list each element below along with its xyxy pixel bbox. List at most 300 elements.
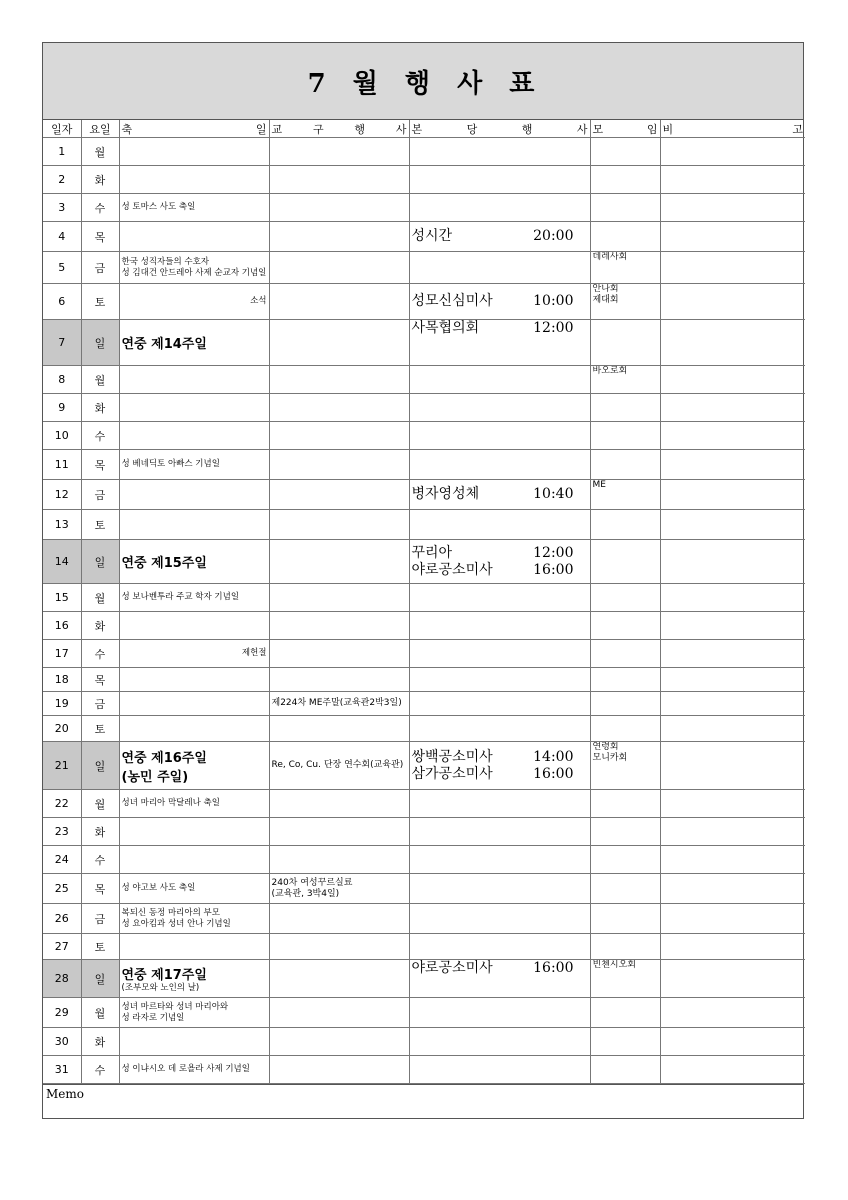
weekday-cell xyxy=(81,480,119,510)
weekday: 월 xyxy=(94,1006,106,1020)
parish-event-cell[interactable] xyxy=(269,640,409,668)
meeting-cell[interactable] xyxy=(590,194,660,222)
feast-cell[interactable] xyxy=(119,692,269,716)
remark-cell[interactable] xyxy=(660,998,805,1028)
meeting-name: 데레사회 xyxy=(592,252,628,262)
meeting-cell[interactable] xyxy=(590,252,660,284)
day-number: 18 xyxy=(54,673,69,686)
meeting-cell[interactable] xyxy=(590,138,660,166)
main-event-cell[interactable] xyxy=(409,366,590,394)
day-cell xyxy=(43,166,81,194)
weekday-cell xyxy=(81,818,119,846)
sunday-title: 연중 제15주일 xyxy=(121,556,207,571)
parish-event-cell[interactable] xyxy=(269,846,409,874)
day-number: 4 xyxy=(58,230,66,243)
remark-cell[interactable] xyxy=(660,742,805,790)
remark-cell[interactable] xyxy=(660,1056,805,1084)
main-event xyxy=(412,486,588,503)
meeting-cell[interactable] xyxy=(590,450,660,480)
weekday-cell xyxy=(81,222,119,252)
meeting-cell[interactable] xyxy=(590,846,660,874)
day-number: 2 xyxy=(58,173,66,186)
feast-cell[interactable] xyxy=(119,252,269,284)
sunday-title: 연중 제16주일 xyxy=(121,750,207,766)
main-event-cell[interactable] xyxy=(409,846,590,874)
day-cell xyxy=(43,846,81,874)
day-number: 25 xyxy=(54,882,69,895)
parish-event-cell[interactable] xyxy=(269,934,409,960)
weekday-cell xyxy=(81,166,119,194)
meeting-cell[interactable] xyxy=(590,692,660,716)
day-number: 26 xyxy=(54,912,69,925)
day-cell xyxy=(43,612,81,640)
feast-cell[interactable] xyxy=(119,284,269,320)
table-row xyxy=(43,612,805,640)
day-cell xyxy=(43,904,81,934)
meeting-cell[interactable] xyxy=(590,222,660,252)
main-event-time: 16:00 xyxy=(533,765,574,782)
header-char: 일 xyxy=(255,122,267,136)
remark-cell[interactable] xyxy=(660,668,805,692)
day-cell xyxy=(43,668,81,692)
remark-cell[interactable] xyxy=(660,692,805,716)
meeting-name: 안나회 xyxy=(592,284,619,294)
meeting-cell[interactable] xyxy=(590,480,660,510)
day-number: 23 xyxy=(54,825,69,838)
feast-line: 성 요아킴과 성녀 안나 기념일 xyxy=(121,918,231,929)
header-char: 사 xyxy=(576,122,588,136)
feast-cell[interactable] xyxy=(119,166,269,194)
remark-cell[interactable] xyxy=(660,138,805,166)
main-event-time: 16:00 xyxy=(533,960,574,976)
weekday: 화 xyxy=(94,825,106,839)
parish-event-cell[interactable] xyxy=(269,818,409,846)
day-number: 22 xyxy=(54,797,69,810)
weekday-cell xyxy=(81,960,119,998)
day-number: 19 xyxy=(54,697,69,710)
day-cell xyxy=(43,742,81,790)
meeting-cell[interactable] xyxy=(590,742,660,790)
main-event-cell[interactable] xyxy=(409,194,590,222)
main-event-name: 야로공소미사 xyxy=(411,561,493,578)
weekday-cell xyxy=(81,668,119,692)
header-char: 행 xyxy=(354,122,366,136)
main-event-cell[interactable] xyxy=(409,540,590,584)
weekday: 수 xyxy=(94,853,106,867)
main-event-cell[interactable] xyxy=(409,138,590,166)
feast-line: 성녀 마르타와 성녀 마리아와 xyxy=(121,1001,229,1012)
day-cell xyxy=(43,692,81,716)
meeting-cell[interactable] xyxy=(590,960,660,998)
feast-cell[interactable] xyxy=(119,716,269,742)
main-event-cell[interactable] xyxy=(409,934,590,960)
weekday: 일 xyxy=(94,972,106,986)
main-event-cell[interactable] xyxy=(409,1056,590,1084)
meeting-cell[interactable] xyxy=(590,166,660,194)
day-number: 27 xyxy=(54,940,69,953)
parish-event-cell[interactable] xyxy=(269,138,409,166)
weekday: 수 xyxy=(94,647,106,661)
day-number: 8 xyxy=(58,373,66,386)
table-row xyxy=(43,584,805,612)
feast-cell[interactable] xyxy=(119,998,269,1028)
feast-cell[interactable] xyxy=(119,668,269,692)
weekday: 화 xyxy=(94,173,106,187)
main-event xyxy=(412,766,588,783)
header-char: 교 xyxy=(271,122,283,136)
feast-line: 성 김대건 안드레아 사제 순교자 기념일 xyxy=(121,267,267,278)
meeting-cell[interactable] xyxy=(590,366,660,394)
table-row xyxy=(43,904,805,934)
weekday-cell xyxy=(81,138,119,166)
memo-label: Memo xyxy=(46,1087,84,1101)
day-cell xyxy=(43,320,81,366)
parish-event-cell[interactable] xyxy=(269,194,409,222)
feast-cell[interactable] xyxy=(119,222,269,252)
meeting-cell[interactable] xyxy=(590,874,660,904)
weekday: 일 xyxy=(94,759,106,773)
main-event-name: 야로공소미사 xyxy=(411,960,493,976)
parish-event-cell[interactable] xyxy=(269,960,409,998)
table-row xyxy=(43,480,805,510)
feast-cell[interactable] xyxy=(119,640,269,668)
feast-cell[interactable] xyxy=(119,846,269,874)
table-row xyxy=(43,692,805,716)
meeting-cell[interactable] xyxy=(590,1028,660,1056)
header-char: 당 xyxy=(466,122,478,136)
meeting-cell[interactable] xyxy=(590,584,660,612)
remark-cell[interactable] xyxy=(660,450,805,480)
weekday-cell xyxy=(81,394,119,422)
remark-cell[interactable] xyxy=(660,194,805,222)
weekday: 목 xyxy=(94,882,106,896)
feast-line: 한국 성직자들의 수호자 xyxy=(121,256,210,267)
remark-cell[interactable] xyxy=(660,584,805,612)
parish-event: 제224차 ME주말(교육관2박3일) xyxy=(271,698,402,708)
weekday-cell xyxy=(81,790,119,818)
main-event-cell[interactable] xyxy=(409,692,590,716)
day-cell xyxy=(43,422,81,450)
day-cell xyxy=(43,934,81,960)
main-event-cell[interactable] xyxy=(409,998,590,1028)
parish-event-cell[interactable] xyxy=(269,510,409,540)
table-row xyxy=(43,422,805,450)
feast-cell[interactable] xyxy=(119,742,269,790)
table-row xyxy=(43,510,805,540)
day-cell xyxy=(43,1056,81,1084)
weekday-cell xyxy=(81,320,119,366)
parish-event-cell[interactable] xyxy=(269,422,409,450)
weekday-cell xyxy=(81,934,119,960)
main-event-cell[interactable] xyxy=(409,584,590,612)
schedule-table xyxy=(43,120,805,1084)
feast-cell[interactable] xyxy=(119,874,269,904)
parish-event-cell[interactable] xyxy=(269,450,409,480)
main-event xyxy=(412,545,588,562)
meeting-cell[interactable] xyxy=(590,540,660,584)
main-event-cell[interactable] xyxy=(409,874,590,904)
main-event-cell[interactable] xyxy=(409,284,590,320)
main-event-cell[interactable] xyxy=(409,716,590,742)
parish-event-cell[interactable] xyxy=(269,692,409,716)
feast-cell[interactable] xyxy=(119,1028,269,1056)
main-event-cell[interactable] xyxy=(409,612,590,640)
day-cell xyxy=(43,480,81,510)
main-event-cell[interactable] xyxy=(409,394,590,422)
meeting-cell[interactable] xyxy=(590,790,660,818)
feast-cell[interactable] xyxy=(119,450,269,480)
feast-cell[interactable] xyxy=(119,904,269,934)
remark-cell[interactable] xyxy=(660,252,805,284)
weekday-cell xyxy=(81,584,119,612)
remark-cell[interactable] xyxy=(660,480,805,510)
table-row xyxy=(43,960,805,998)
main-event-cell[interactable] xyxy=(409,1028,590,1056)
weekday-cell xyxy=(81,846,119,874)
parish-event-cell[interactable] xyxy=(269,874,409,904)
feast-cell[interactable] xyxy=(119,394,269,422)
remark-cell[interactable] xyxy=(660,960,805,998)
header-feast-chars xyxy=(122,121,267,137)
parish-event-cell[interactable] xyxy=(269,790,409,818)
parish-event-cell[interactable] xyxy=(269,480,409,510)
parish-event-cell[interactable] xyxy=(269,998,409,1028)
day-cell xyxy=(43,790,81,818)
remark-cell[interactable] xyxy=(660,284,805,320)
meeting-cell[interactable] xyxy=(590,320,660,366)
feast-cell[interactable] xyxy=(119,540,269,584)
main-event-cell[interactable] xyxy=(409,166,590,194)
day-cell xyxy=(43,394,81,422)
main-event-cell[interactable] xyxy=(409,320,590,366)
table-row xyxy=(43,934,805,960)
parish-event-cell[interactable] xyxy=(269,612,409,640)
main-event xyxy=(412,749,588,766)
main-event-cell[interactable] xyxy=(409,904,590,934)
meeting-cell[interactable] xyxy=(590,422,660,450)
feast-cell[interactable] xyxy=(119,320,269,366)
main-event-name: 성모신심미사 xyxy=(411,293,493,309)
table-row xyxy=(43,166,805,194)
day-number: 30 xyxy=(54,1035,69,1048)
weekday: 일 xyxy=(94,336,106,350)
remark-cell[interactable] xyxy=(660,874,805,904)
day-cell xyxy=(43,1028,81,1056)
feast-cell[interactable] xyxy=(119,790,269,818)
header-main xyxy=(409,120,590,138)
meeting-cell[interactable] xyxy=(590,818,660,846)
day-cell xyxy=(43,366,81,394)
parish-event-cell[interactable] xyxy=(269,584,409,612)
day-cell xyxy=(43,450,81,480)
main-event-name: 성시간 xyxy=(411,228,453,244)
parish-event-cell[interactable] xyxy=(269,1056,409,1084)
weekday-cell xyxy=(81,1056,119,1084)
main-event-cell[interactable] xyxy=(409,668,590,692)
parish-event-cell[interactable] xyxy=(269,222,409,252)
sunday-subtitle: (조부모와 노인의 날) xyxy=(121,982,200,993)
remark-cell[interactable] xyxy=(660,540,805,584)
table-row xyxy=(43,874,805,904)
day-cell xyxy=(43,252,81,284)
main-event-cell[interactable] xyxy=(409,450,590,480)
weekday: 토 xyxy=(94,295,106,309)
header-dow: 요일 xyxy=(81,120,119,138)
feast-cell[interactable] xyxy=(119,422,269,450)
table-row xyxy=(43,252,805,284)
parish-event-cell[interactable] xyxy=(269,540,409,584)
weekday: 금 xyxy=(94,261,106,275)
main-event xyxy=(412,320,588,337)
parish-event-cell[interactable] xyxy=(269,284,409,320)
weekday: 목 xyxy=(94,673,106,687)
meeting-cell[interactable] xyxy=(590,934,660,960)
table-row xyxy=(43,450,805,480)
remark-cell[interactable] xyxy=(660,612,805,640)
parish-event-cell[interactable] xyxy=(269,668,409,692)
table-row xyxy=(43,790,805,818)
remark-cell[interactable] xyxy=(660,320,805,366)
day-cell xyxy=(43,818,81,846)
table-row xyxy=(43,366,805,394)
remark-cell[interactable] xyxy=(660,790,805,818)
main-event xyxy=(412,293,588,310)
meeting-name: 제대회 xyxy=(592,295,619,305)
remark-cell[interactable] xyxy=(660,366,805,394)
weekday: 수 xyxy=(94,201,106,215)
weekday: 화 xyxy=(94,401,106,415)
feast-cell[interactable] xyxy=(119,818,269,846)
weekday-cell xyxy=(81,716,119,742)
feast-cell[interactable] xyxy=(119,194,269,222)
feast-cell[interactable] xyxy=(119,584,269,612)
weekday-cell xyxy=(81,742,119,790)
feast-cell[interactable] xyxy=(119,480,269,510)
parish-event-cell[interactable] xyxy=(269,716,409,742)
meeting-cell[interactable] xyxy=(590,510,660,540)
weekday-cell xyxy=(81,422,119,450)
weekday: 금 xyxy=(94,912,106,926)
meeting-cell[interactable] xyxy=(590,640,660,668)
feast-cell[interactable] xyxy=(119,366,269,394)
day-number: 21 xyxy=(54,759,69,772)
feast-cell[interactable] xyxy=(119,1056,269,1084)
remark-cell[interactable] xyxy=(660,934,805,960)
main-event-cell[interactable] xyxy=(409,742,590,790)
meeting-cell[interactable] xyxy=(590,904,660,934)
meeting-cell[interactable] xyxy=(590,668,660,692)
header-char: 고 xyxy=(792,122,803,136)
table-row xyxy=(43,284,805,320)
page-title: 7 월 행 사 표 xyxy=(307,68,539,99)
weekday-cell xyxy=(81,450,119,480)
parish-event-cell[interactable] xyxy=(269,366,409,394)
meeting-cell[interactable] xyxy=(590,612,660,640)
remark-cell[interactable] xyxy=(660,166,805,194)
header-parish-chars xyxy=(272,121,407,137)
main-event-cell[interactable] xyxy=(409,510,590,540)
table-row xyxy=(43,716,805,742)
parish-event-cell[interactable] xyxy=(269,252,409,284)
day-number: 13 xyxy=(54,518,69,531)
memo-area[interactable] xyxy=(43,1084,803,1118)
header-main-chars xyxy=(412,121,588,137)
weekday-cell xyxy=(81,692,119,716)
header-day: 일자 xyxy=(43,120,81,138)
day-number: 12 xyxy=(54,488,69,501)
day-cell xyxy=(43,222,81,252)
day-cell xyxy=(43,874,81,904)
main-event-cell[interactable] xyxy=(409,640,590,668)
main-event-cell[interactable] xyxy=(409,960,590,998)
parish-event-cell[interactable] xyxy=(269,320,409,366)
meeting-cell[interactable] xyxy=(590,284,660,320)
main-event-cell[interactable] xyxy=(409,790,590,818)
remark-cell[interactable] xyxy=(660,1028,805,1056)
feast-line: 성 라자로 기념일 xyxy=(121,1012,185,1023)
parish-event-cell[interactable] xyxy=(269,166,409,194)
parish-event-cell[interactable] xyxy=(269,394,409,422)
feast-cell[interactable] xyxy=(119,612,269,640)
table-row xyxy=(43,668,805,692)
weekday: 목 xyxy=(94,458,106,472)
table-row xyxy=(43,138,805,166)
meeting-name: 빈첸시오회 xyxy=(592,960,636,970)
parish-event-cell[interactable] xyxy=(269,904,409,934)
remark-cell[interactable] xyxy=(660,422,805,450)
main-event-cell[interactable] xyxy=(409,480,590,510)
parish-event: 240차 여성꾸르실료 xyxy=(271,877,353,888)
meeting-cell[interactable] xyxy=(590,716,660,742)
main-event-cell[interactable] xyxy=(409,252,590,284)
remark-cell[interactable] xyxy=(660,716,805,742)
parish-event-cell[interactable] xyxy=(269,1028,409,1056)
day-number: 5 xyxy=(58,261,66,274)
table-row xyxy=(43,540,805,584)
remark-cell[interactable] xyxy=(660,394,805,422)
table-row xyxy=(43,998,805,1028)
parish-event: (교육관, 3박4일) xyxy=(271,888,340,899)
feast-cell[interactable] xyxy=(119,138,269,166)
parish-event-cell[interactable] xyxy=(269,742,409,790)
meeting-cell[interactable] xyxy=(590,394,660,422)
schedule-sheet xyxy=(42,42,804,1119)
meeting-cell[interactable] xyxy=(590,1056,660,1084)
main-event-cell[interactable] xyxy=(409,422,590,450)
remark-cell[interactable] xyxy=(660,846,805,874)
remark-cell[interactable] xyxy=(660,510,805,540)
weekday-cell xyxy=(81,612,119,640)
feast-cell[interactable] xyxy=(119,934,269,960)
table-row xyxy=(43,1056,805,1084)
header-remark xyxy=(660,120,805,138)
table-row xyxy=(43,846,805,874)
remark-cell[interactable] xyxy=(660,818,805,846)
feast-cell[interactable] xyxy=(119,510,269,540)
remark-cell[interactable] xyxy=(660,640,805,668)
feast-text: 성녀 마리아 막달레나 축일 xyxy=(121,798,220,808)
main-event-name: 사목협의회 xyxy=(411,320,480,336)
main-event-cell[interactable] xyxy=(409,222,590,252)
weekday-cell xyxy=(81,194,119,222)
main-event-cell[interactable] xyxy=(409,818,590,846)
remark-cell[interactable] xyxy=(660,904,805,934)
remark-cell[interactable] xyxy=(660,222,805,252)
feast-cell[interactable] xyxy=(119,960,269,998)
meeting-cell[interactable] xyxy=(590,998,660,1028)
header-char: 축 xyxy=(121,122,133,136)
weekday: 월 xyxy=(94,373,106,387)
